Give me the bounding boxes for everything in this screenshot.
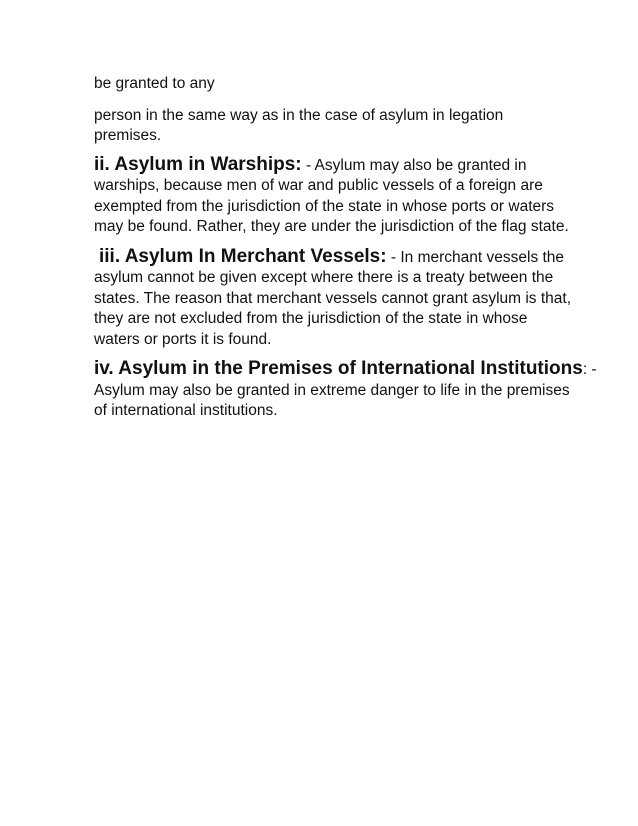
heading-trailing-text: : - bbox=[582, 361, 597, 378]
document-page bbox=[94, 74, 597, 422]
text-line: waters or ports it is found. bbox=[94, 330, 272, 348]
text-line: states. The reason that merchant vessels cannot grant asylum is that, bbox=[94, 289, 572, 307]
section-international-institutions bbox=[94, 358, 597, 422]
text-line: premises. bbox=[94, 127, 162, 144]
paragraph-legation bbox=[94, 106, 554, 147]
section-warships bbox=[94, 153, 569, 238]
section-heading-international-institutions: iv. Asylum in the Premises of International Institutions bbox=[94, 358, 583, 379]
section-heading-merchant-vessels: iii. Asylum In Merchant Vessels: bbox=[99, 245, 387, 267]
heading-trailing-text: - Asylum may also be granted in bbox=[301, 156, 527, 174]
section-heading-warships: ii. Asylum in Warships: bbox=[94, 153, 302, 175]
text-line: of international institutions. bbox=[94, 402, 278, 419]
text-line: exempted from the jurisdiction of the state in whose ports or waters bbox=[94, 197, 555, 215]
heading-trailing-text: - In merchant vessels the bbox=[386, 248, 565, 266]
paragraph-continuation bbox=[94, 74, 554, 95]
text-line: Asylum may also be granted in extreme danger to life in the premises bbox=[94, 381, 570, 399]
text-line bbox=[94, 155, 554, 177]
text-line: person in the same way as in the case of asylum in legation bbox=[94, 106, 504, 124]
text-line: be granted to any bbox=[94, 75, 215, 92]
text-line: warships, because men of war and public vessels of a foreign are bbox=[94, 177, 543, 194]
text-line: asylum cannot be given except where there is a treaty between the bbox=[94, 269, 554, 286]
text-line bbox=[94, 358, 597, 381]
section-merchant-vessels bbox=[94, 245, 572, 351]
text-line: may be found. Rather, they are under the jurisdiction of the flag state. bbox=[94, 218, 569, 235]
text-line: they are not excluded from the jurisdiction of the state in whose bbox=[94, 310, 528, 327]
text-line bbox=[94, 245, 565, 269]
